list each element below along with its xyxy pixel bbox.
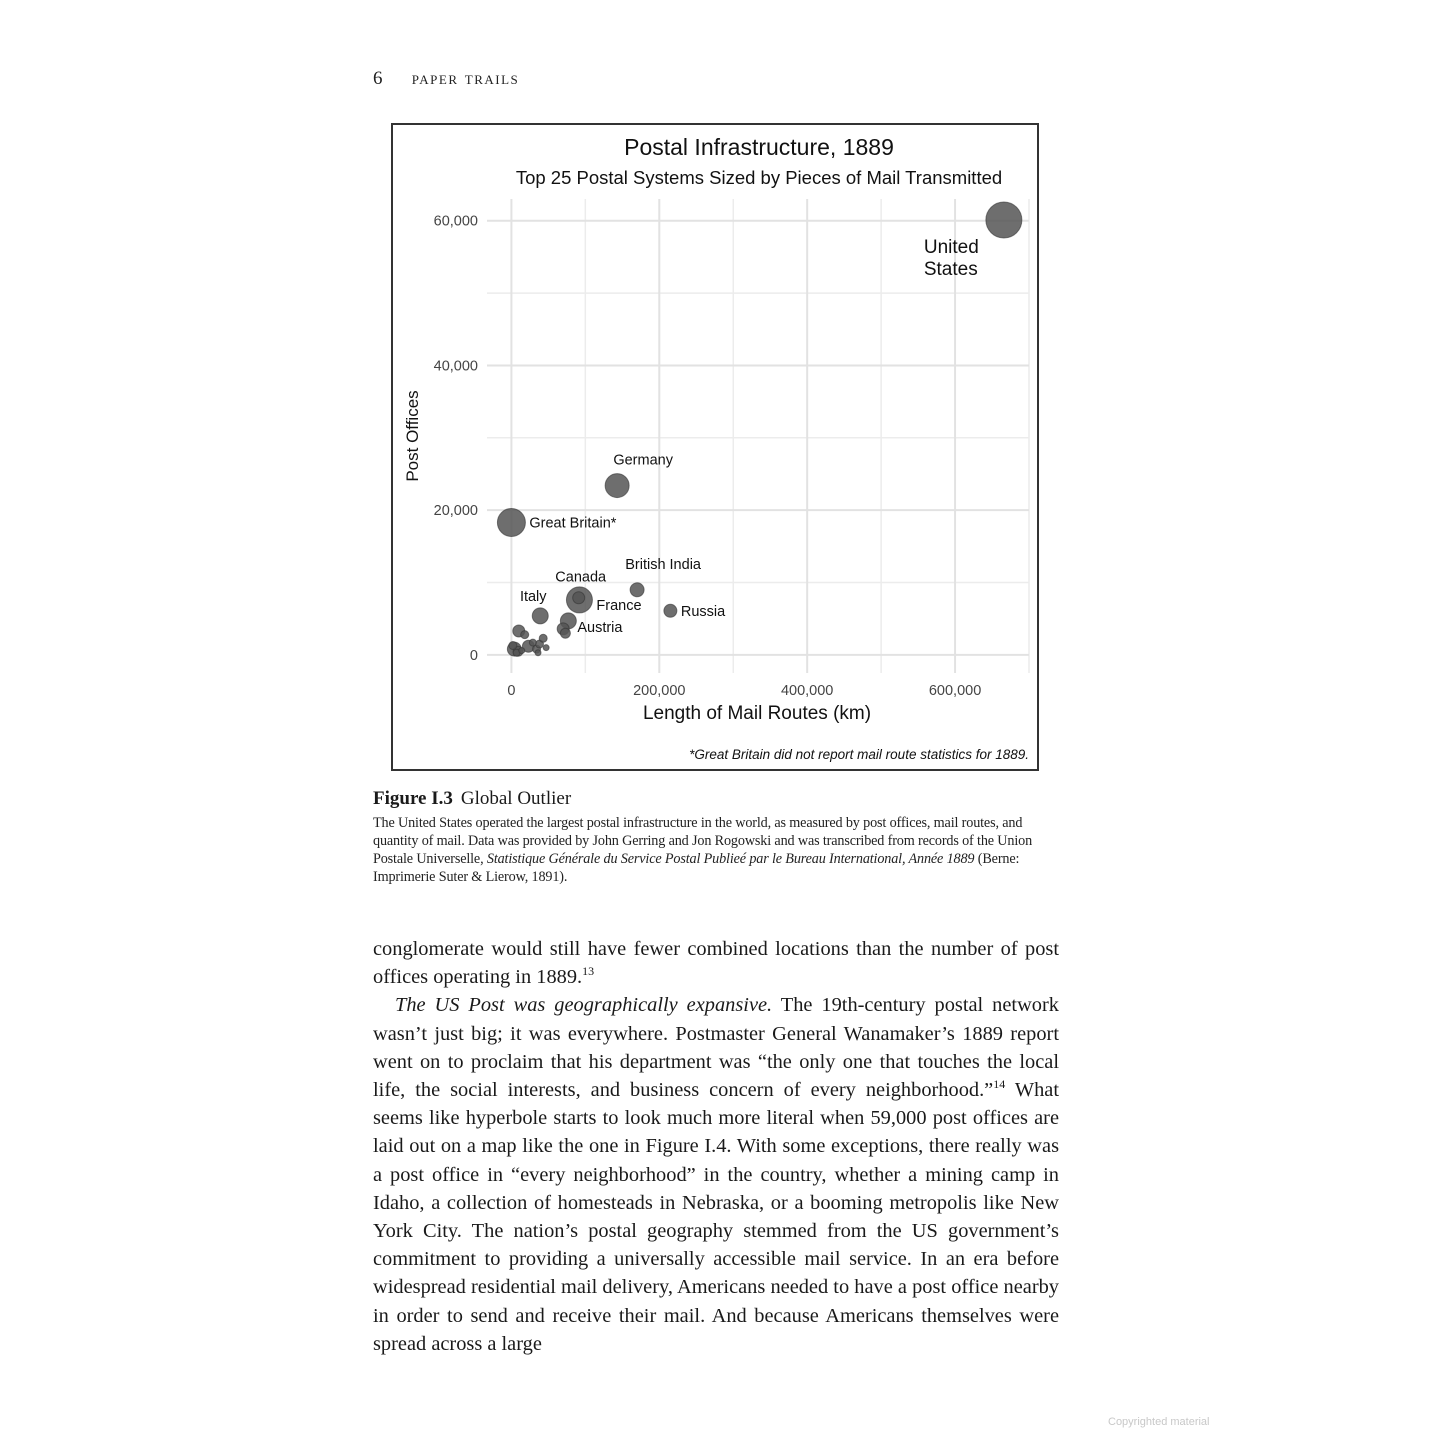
data-point — [519, 648, 525, 654]
data-point — [497, 508, 525, 536]
x-tick-label: 600,000 — [928, 683, 982, 699]
y-tick-label: 0 — [469, 647, 478, 664]
running-head — [373, 68, 519, 90]
caption-heading — [373, 788, 1053, 810]
page-number: 6 — [373, 68, 383, 89]
running-head-title: paper trails — [411, 68, 520, 89]
figure-caption — [373, 788, 1053, 886]
chart-subtitle: Top 25 Postal Systems Sized by Pieces of Mail Transmitted — [515, 167, 1003, 188]
caption-citation-publisher: (Berne: Imprimerie Suter & Lierow, 1891). — [373, 851, 1020, 885]
chart-title: Postal Infrastructure, 1889 — [624, 134, 894, 160]
paragraph — [373, 991, 1059, 1358]
caption-citation-title: Statistique Générale du Service Postal Publieé par le Bureau International, Année 1889 — [486, 851, 975, 867]
point-label: British India — [625, 556, 701, 573]
y-axis-label: Post Offices — [403, 390, 422, 482]
paragraph-lead-italic: The US Post was geographically expansive. — [395, 994, 773, 1017]
data-point — [573, 592, 585, 604]
point-label: Austria — [577, 619, 623, 636]
data-point — [529, 639, 536, 646]
data-point — [986, 202, 1022, 238]
point-label: Italy — [519, 588, 547, 605]
data-point — [539, 634, 547, 642]
data-point — [532, 608, 548, 624]
x-tick-label: 200,000 — [633, 683, 686, 699]
data-point — [664, 604, 677, 617]
scatter-chart — [393, 125, 1037, 769]
figure-title: Global Outlier — [460, 788, 572, 809]
footnote-ref[interactable]: 14 — [993, 1077, 1006, 1092]
data-point — [560, 628, 570, 638]
x-tick-label: 0 — [507, 683, 516, 699]
figure-chart-frame — [391, 123, 1039, 771]
data-point — [630, 583, 644, 597]
point-label-line: States — [923, 258, 978, 280]
y-tick-label: 60,000 — [433, 213, 478, 230]
data-point — [521, 631, 529, 639]
point-label: Great Britain* — [529, 515, 617, 532]
data-point — [509, 642, 517, 650]
paragraph-text: The 19th-century postal network wasn’t just big; it was everywhere. Postmaster General Wanamaker’s 1889 report went on to proclaim that his department was “the only one that touches the local life, the social interests, and business concern of every neighborhood.” — [373, 994, 1059, 1102]
copyright-watermark: Copyrighted material — [1108, 1416, 1210, 1428]
x-tick-label: 400,000 — [780, 683, 834, 699]
x-axis-label: Length of Mail Routes (km) — [642, 703, 872, 724]
data-point — [535, 650, 541, 656]
caption-text: The United States operated the largest postal infrastructure in the world, as measured by post offices, mail routes, and quantity of mail. Data was provided by John Gerring and Jon Rogowski and was transcribed from records of the Union Postale Universelle, — [373, 815, 1033, 867]
point-label: France — [596, 597, 642, 614]
point-label: Russia — [680, 603, 726, 620]
figure-label: Figure I.3 — [373, 788, 453, 809]
data-point — [543, 645, 549, 651]
point-label-line: United — [923, 236, 979, 258]
paragraph-text: What seems like hyperbole starts to look much more literal when 59,000 post offices are laid out on a map like the one in Figure I.4. With some exceptions, there really was a post office in “every neighborhood” in the country, whether a mining camp in Idaho, a collection of homesteads in Nebraska, or a booming metropolis like New York City. The nation’s postal geography stemmed from the US government’s commitment to providing a universally accessible mail service. In an era before widespread residential mail delivery, Americans needed to have a post office nearby in order to send and receive their mail. And because Americans themselves were spread across a large — [373, 1079, 1059, 1355]
y-tick-label: 40,000 — [433, 358, 478, 375]
caption-body — [373, 814, 1053, 886]
paragraph-text: conglomerate would still have fewer combined locations than the number of post offices operating in 1889. — [373, 938, 1059, 989]
data-point — [605, 474, 629, 498]
point-label — [924, 237, 979, 280]
body-text — [373, 935, 1059, 1358]
y-tick-label: 20,000 — [433, 503, 478, 520]
paragraph — [373, 935, 1059, 991]
chart-footnote: *Great Britain did not report mail route statistics for 1889. — [689, 747, 1029, 762]
footnote-ref[interactable]: 13 — [582, 964, 595, 979]
point-label: Germany — [613, 452, 673, 469]
point-label: Canada — [555, 569, 607, 586]
